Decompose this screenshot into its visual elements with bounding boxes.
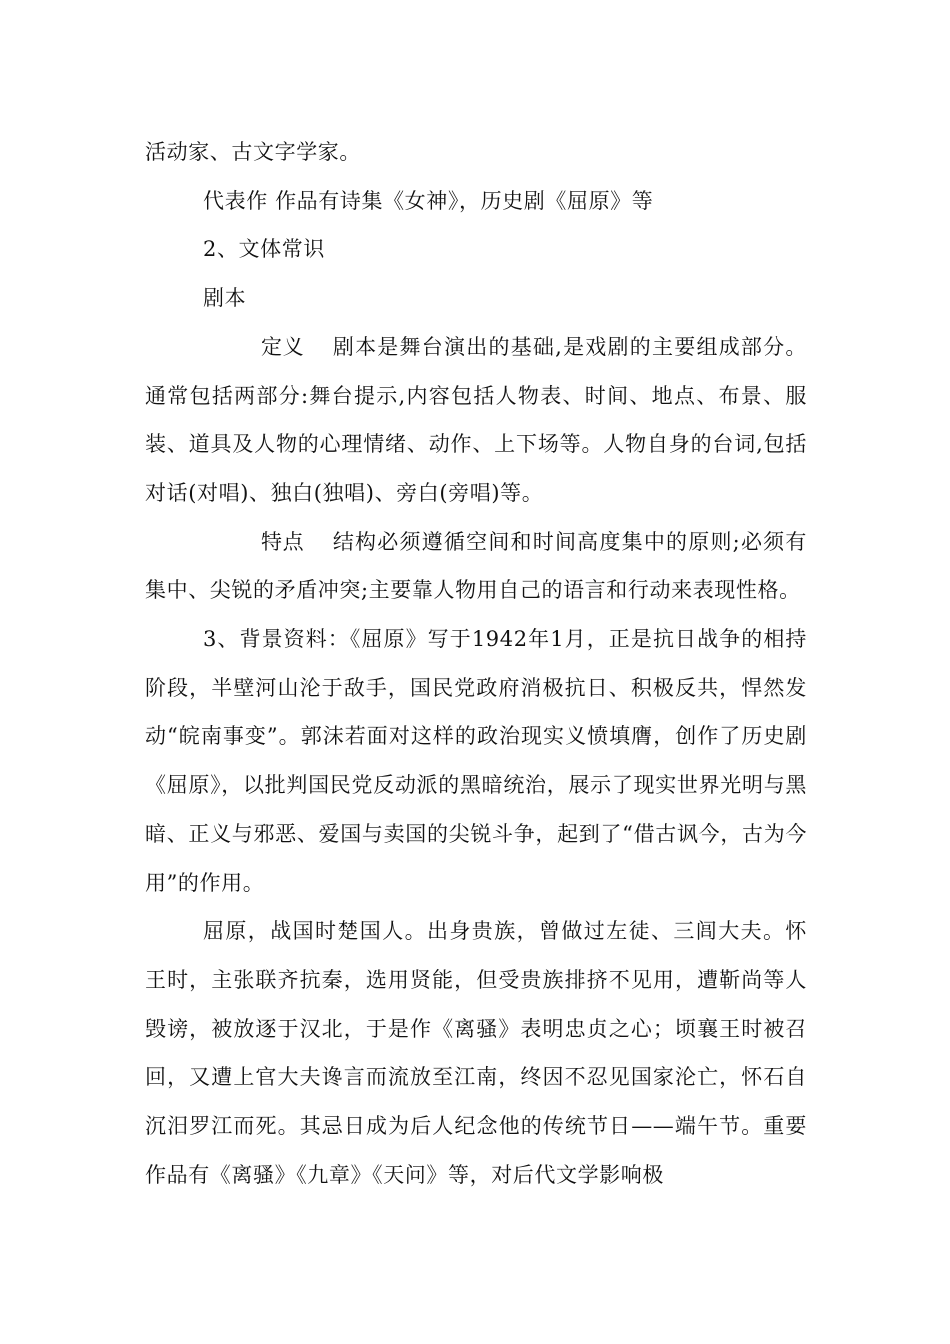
paragraph-text: 剧本是舞台演出的基础,是戏剧的主要组成部分。通常包括两部分:舞台提示,内容包括人物表、时间、地点、布景、服装、道具及人物的心理情绪、动作、上下场等。人物自身的台词,包括对话(对唱)、独白(独唱)、旁白(旁唱)等。 — [145, 334, 807, 505]
paragraph-definition — [145, 323, 807, 518]
document-body — [145, 128, 807, 1199]
paragraph-text: 结构必须遵循空间和时间高度集中的原则;必须有集中、尖锐的矛盾冲突;主要靠人物用自己的语言和行动来表现性格。 — [145, 529, 807, 603]
subheading-script — [145, 274, 807, 323]
paragraph-text: 3、背景资料：《屈原》写于1942年1月，正是抗日战争的相持阶段，半壁河山沦于敌手，国民党政府消极抗日、积极反共，悍然发动“皖南事变”。郭沫若面对这样的政治现实义愤填膺，创作了历史剧《屈原》，以批判国民党反动派的黑暗统治，展示了现实世界光明与黑暗、正义与邪恶、爱国与卖国的尖锐斗争，起到了“借古讽今，古为今用”的作用。 — [145, 627, 807, 895]
term-label: 定义 — [261, 334, 305, 359]
paragraph-representative-works — [145, 177, 807, 226]
paragraph-text: 活动家、古文字学家。 — [145, 140, 361, 164]
paragraph-qu-yuan-bio — [145, 907, 807, 1199]
paragraph-text: 2、文体常识 — [203, 237, 325, 262]
paragraph-text: 剧本 — [203, 286, 247, 311]
paragraph-author-tail — [145, 128, 807, 177]
paragraph-background — [145, 615, 807, 907]
paragraph-features — [145, 518, 807, 615]
paragraph-text: 代表作 作品有诗集《女神》，历史剧《屈原》等 — [203, 188, 654, 213]
section-heading-genre — [145, 225, 807, 274]
paragraph-text: 屈原，战国时楚国人。出身贵族，曾做过左徒、三闾大夫。怀王时，主张联齐抗秦，选用贤能，但受贵族排挤不见用，遭靳尚等人毁谤，被放逐于汉北，于是作《离骚》表明忠贞之心；顷襄王时被召回，又遭上官大夫谗言而流放至江南，终因不忍见国家沦亡，怀石自沉汨罗江而死。其忌日成为后人纪念他的传统节日——端午节。重要作品有《离骚》《九章》《天问》等，对后代文学影响极 — [145, 919, 807, 1187]
term-label: 特点 — [261, 529, 305, 554]
